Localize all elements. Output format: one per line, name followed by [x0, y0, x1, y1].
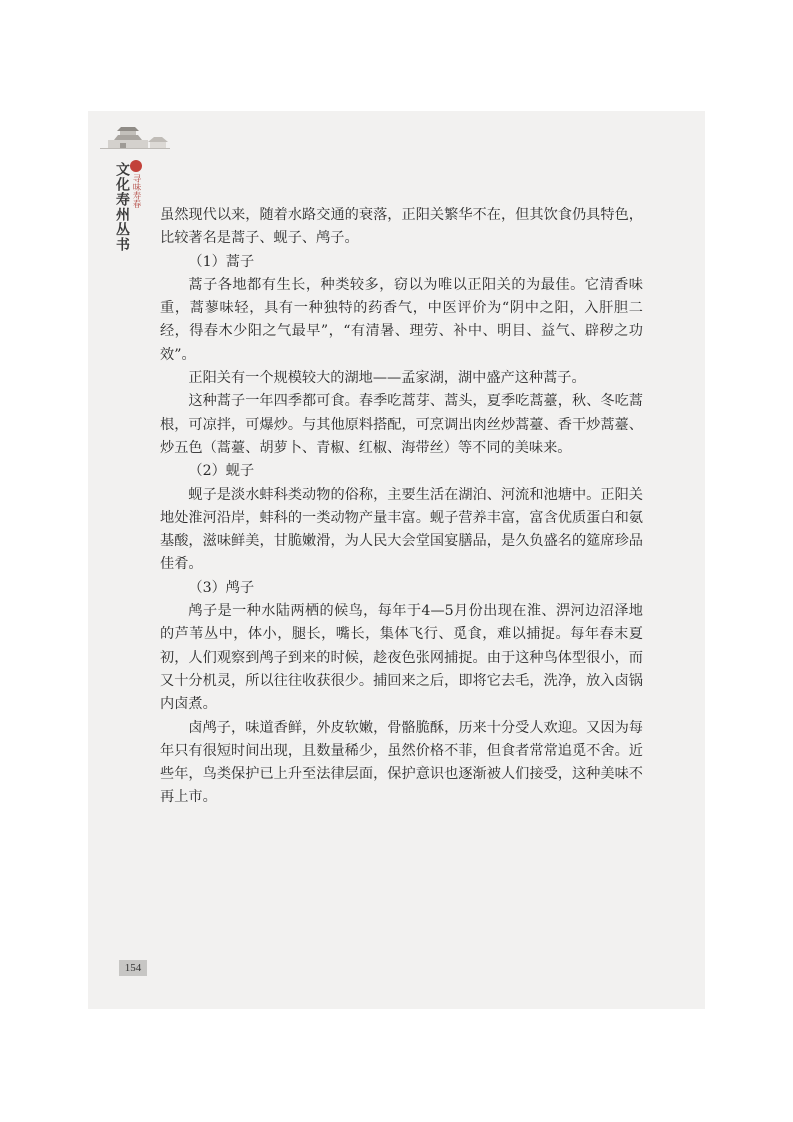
paragraph: 虽然现代以来，随着水路交通的衰落，正阳关繁华不在，但其饮食仍具特色，比较著名是蒿子、蚬子、鸬子。: [160, 207, 643, 247]
paragraph: 鸬子是一种水陆两栖的候鸟，每年于4—5月份出现在淮、淠河边沼泽地的芦苇丛中，体小，腿长，嘴长，集体飞行、觅食，难以捕捉。每年春末夏初，人们观察到鸬子到来的时候，趁夜色张网捕捉。由于这种鸟体型很小，而又十分机灵，所以往往收获很少。捕回来之后，即将它去毛，洗净，放入卤锅内卤煮。: [160, 603, 643, 713]
paragraph: 这种蒿子一年四季都可食。春季吃蒿芽、蒿头，夏季吃蒿薹，秋、冬吃蒿根，可凉拌，可爆炒。与其他原料搭配，可烹调出肉丝炒蒿薹、香干炒蒿薹、炒五色（蒿薹、胡萝卜、青椒、红椒、海带丝）等不同的美味来。: [160, 393, 643, 456]
page-number: 154: [119, 960, 147, 976]
city-gate-illustration: [100, 126, 170, 156]
section-heading: （2）蚬子: [188, 463, 255, 480]
series-subtitle: 寻味寿春: [131, 174, 141, 208]
paragraph: 卤鸬子，味道香鲜，外皮软嫩，骨骼脆酥，历来十分受人欢迎。又因为每年只有很短时间出现，且数量稀少，虽然价格不菲，但食者常常追觅不舍。近些年，鸟类保护已上升至法律层面，保护意识也逐渐被人们接受，这种美味不再上市。: [160, 719, 643, 806]
paragraph: 蚬子是淡水蚌科类动物的俗称，主要生活在湖泊、河流和池塘中。正阳关地处淮河沿岸，蚌科的一类动物产量丰富。蚬子营养丰富，富含优质蛋白和氨基酸，滋味鲜美，甘脆嫩滑，为人民大会堂国宴膳品，是久负盛名的筵席珍品佳肴。: [160, 486, 643, 573]
section-heading: （1）蒿子: [188, 253, 255, 270]
section-heading: （3）鸬子: [188, 579, 255, 596]
paragraph: 蒿子各地都有生长，种类较多，窃以为唯以正阳关的为最佳。它清香味重，蒿蓼味轻，具有一种独特的药香气，中医评价为“阴中之阳，入肝胆二经，得春木少阳之气最早”，“有清暑、理劳、补中、明目、益气、辟秽之功效”。: [160, 276, 643, 363]
paragraph: 正阳关有一个规模较大的湖地——孟家湖，湖中盛产这种蒿子。: [188, 370, 586, 387]
article-body: [160, 204, 643, 810]
seal-icon: [130, 160, 142, 172]
series-title: 文化寿州丛书: [114, 162, 130, 252]
